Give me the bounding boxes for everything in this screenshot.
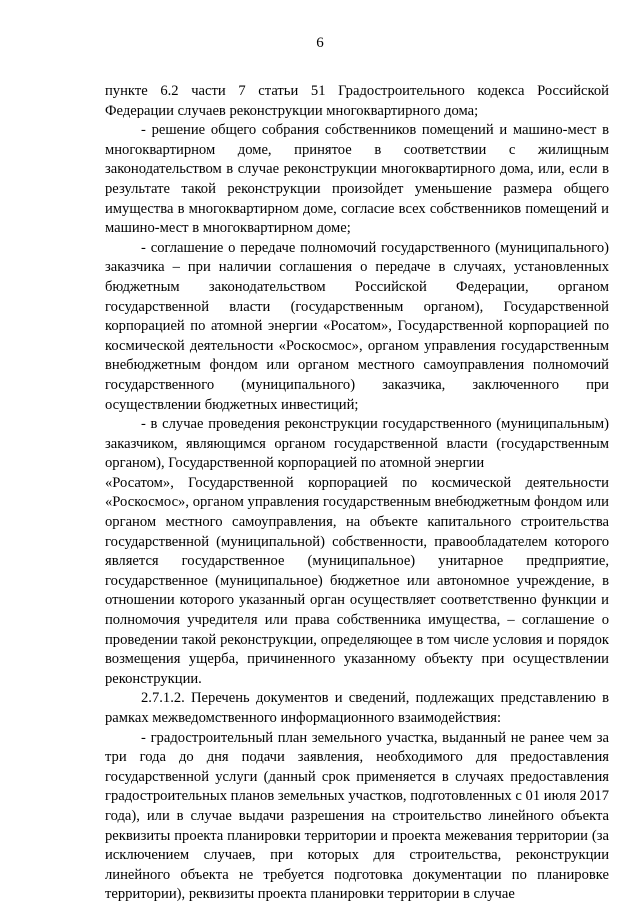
paragraph: - градостроительный план земельного участка, выданный не ранее чем за три года до дня подачи заявления, необходимого для предоставления государственной услуги (данный срок применяется в случаях предоставления градостроительных планов земельных участков, подготовленных с 01 июля 2017 года), или в случае выдачи разрешения на строительство линейного объекта реквизиты проекта планировки территории и проекта межевания территории (за исключением случаев, при которых для строительства, реконструкции линейного объекта не требуется подготовка документации по планировке территории), реквизиты проекта планировки территории в случае	[105, 729, 609, 903]
paragraph: «Росатом», Государственной корпорацией по космической деятельности «Роскосмос», органом управления государственным внебюджетным фондом или органом местного самоуправления, на объекте капитального строительства государственной (муниципальной) собственности, правообладателем которого является государственное (муниципальное) унитарное предприятие, государственное (муниципальное) бюджетное или автономное учреждение, в отношении которого указанный орган осуществляет соответственно функции и полномочия учредителя или права собственника имущества, – соглашение о проведении такой реконструкции, определяющее в том числе условия и порядок возмещения ущерба, причиненного указанному объекту при осуществлении реконструкции.	[105, 474, 609, 687]
paragraph: пункте 6.2 части 7 статьи 51 Градостроительного кодекса Российской Федерации случаев реконструкции многоквартирного дома;	[105, 83, 609, 119]
paragraph: - соглашение о передаче полномочий государственного (муниципального) заказчика – при наличии соглашения о передаче в случаях, установленных бюджетным законодательством Российской Федерации, органом государственной власти (государственным органом), Государственной корпорацией по атомной энергии «Росатом», Государственной корпорацией по космической деятельности «Роскосмос», органом управления государственным внебюджетным фондом или органом местного самоуправления полномочий государственного (муниципального) заказчика, заключенного при осуществлении бюджетных инвестиций;	[105, 239, 609, 413]
paragraph: 2.7.1.2. Перечень документов и сведений, подлежащих представлению в рамках межведомственного информационного взаимодействия:	[105, 690, 609, 726]
page-number: 6	[316, 35, 324, 51]
paragraph: - решение общего собрания собственников помещений и машино-мест в многоквартирном доме, принятое в соответствии с жилищным законодательством в случае реконструкции многоквартирного дома, или, если в результате такой реконструкции произойдет уменьшение размера общего имущества в многоквартирном доме, согласие всех собственников помещений и машино-мест в многоквартирном доме;	[105, 122, 609, 237]
document-body	[105, 82, 609, 905]
paragraph: - в случае проведения реконструкции государственного (муниципальным) заказчиком, являющимся органом государственной власти (государственным органом), Государственной корпорацией по атомной энергии	[105, 416, 609, 472]
